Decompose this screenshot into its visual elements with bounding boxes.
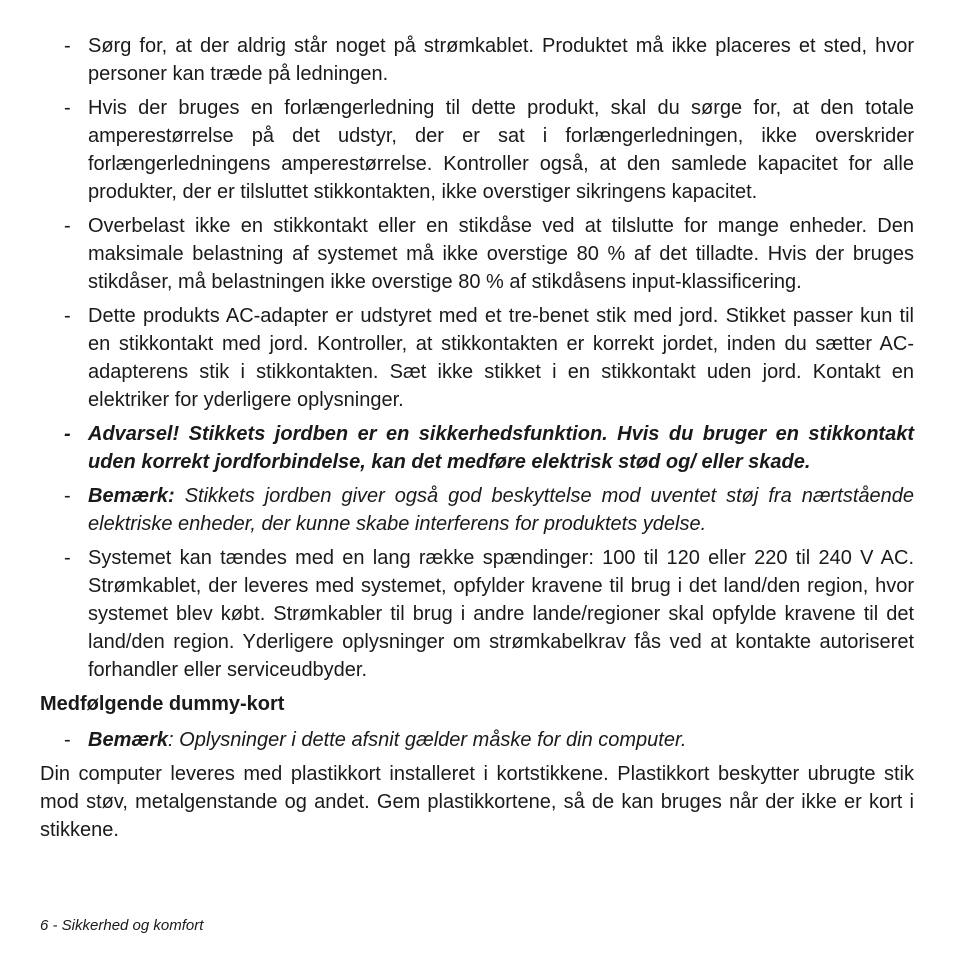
note-text: Stikkets jordben giver også god beskyttelse mod uventet støj fra nærtstående elektriske enheder, der kunne skabe interferens for produktets ydelse. — [88, 485, 914, 535]
section-heading: Medfølgende dummy-kort — [40, 693, 285, 715]
bullet-note-grounding — [40, 482, 914, 538]
safety-bullet-list — [40, 32, 914, 684]
note-text: : Oplysninger i dette afsnit gælder måske for din computer. — [168, 729, 687, 751]
bullet-dash: - — [64, 547, 71, 569]
bullet-dash: - — [64, 305, 71, 327]
bullet-dash: - — [64, 35, 71, 57]
bullet-text: Systemet kan tændes med en lang række spændinger: 100 til 120 eller 220 til 240 V AC. Strømkablet, der leveres med systemet, opfylder kravene til brug i det land/den region, hvor systemet blev købt. Strømkabler til brug i andre lande/regioner skal opfylde kravene til det land/den region. Yderligere oplysninger om strømkabelkrav fås ved at kontakte autoriseret forhandler eller serviceudbyder. — [88, 547, 914, 681]
bullet-overload — [40, 212, 914, 296]
bullet-text: Hvis der bruges en forlængerledning til dette produkt, skal du sørge for, at den totale amperestørrelse på det udstyr, der er sat i forlængerledningen, ikke overskrider forlængerledningens amperestørrelse. Kontroller også, at den samlede kapacitet for alle produkter, der er tilsluttet stikkontakten, ikke overstiger sikringens kapacitet. — [88, 97, 914, 203]
bullet-text: Overbelast ikke en stikkontakt eller en stikdåse ved at tilslutte for mange enheder. Den maksimale belastning af systemet må ikke overstige 80 % af det tilladte. Hvis der bruges stikdåser, må belastningen ikke overstige 80 % af stikdåsens input-klassificering. — [88, 215, 914, 293]
bullet-warning — [40, 420, 914, 476]
bullet-dash: - — [64, 97, 71, 119]
bullet-text: Dette produkts AC-adapter er udstyret med et tre-benet stik med jord. Stikket passer kun til en stikkontakt med jord. Kontroller, at stikkontakten er korrekt jordet, inden du sætter AC-adapterens stik i stikkontakten. Sæt ikke stikket i en stikkontakt uden jord. Kontakt en elektriker for yderligere oplysninger. — [88, 305, 914, 411]
bullet-dash: - — [64, 215, 71, 237]
section-note-list — [40, 726, 914, 754]
bullet-power-cord — [40, 32, 914, 88]
warning-text: Advarsel! Stikkets jordben er en sikkerhedsfunktion. Hvis du bruger en stikkontakt uden korrekt jordforbindelse, kan det medføre elektrisk stød og/ eller skade. — [88, 423, 914, 473]
bullet-note-section — [40, 726, 914, 754]
bullet-dash: - — [64, 485, 71, 507]
bullet-ac-adapter — [40, 302, 914, 414]
bullet-dash: - — [64, 729, 71, 751]
bullet-dash: - — [64, 423, 71, 445]
note-label: Bemærk: — [88, 485, 175, 507]
page-footer: 6 - Sikkerhed og komfort — [40, 917, 204, 934]
bullet-voltage — [40, 544, 914, 684]
note-label: Bemærk — [88, 729, 169, 751]
bullet-text: Sørg for, at der aldrig står noget på strømkablet. Produktet må ikke placeres et sted, hvor personer kan træde på ledningen. — [88, 35, 914, 85]
bullet-extension-cord — [40, 94, 914, 206]
body-paragraph: Din computer leveres med plastikkort installeret i kortstikkene. Plastikkort beskytter ubrugte stik mod støv, metalgenstande og andet. Gem plastikkortene, så de kan bruges når der ikke er kort i stikkene. — [40, 763, 914, 841]
document-page — [40, 32, 914, 844]
